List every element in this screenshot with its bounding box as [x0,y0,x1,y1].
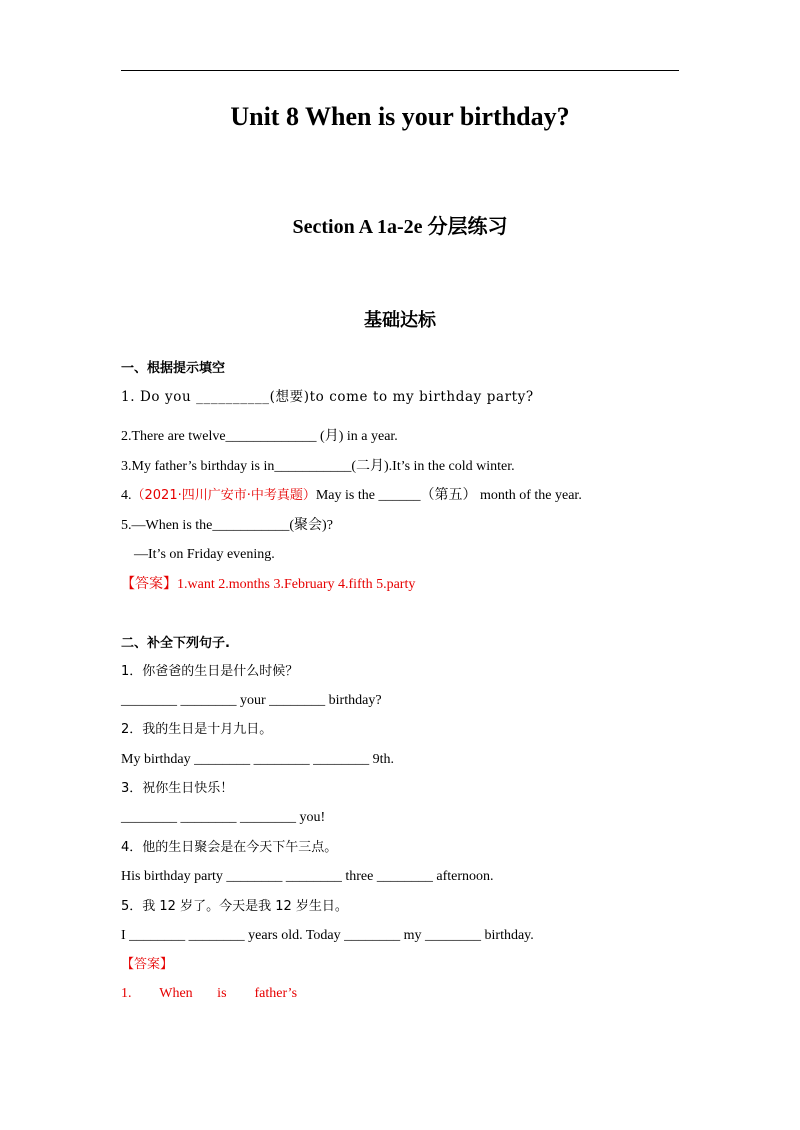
item-4-prompt: 4．他的生日聚会是在今天下午三点。 [121,840,338,855]
question-4-source: （2021·四川广安市·中考真题） [131,488,316,503]
part2-heading: 二、补全下列句子. [121,636,230,651]
question-4-number: 4. [121,488,132,503]
item-1-blank: ________ ________ your ________ birthday? [121,693,382,708]
header-rule [121,70,679,71]
part1-heading: 一、根据提示填空 [121,361,226,376]
question-2: 2.There are twelve_____________ (月) in a year. [121,429,398,444]
item-4-blank: His birthday party ________ ________ three ________ afternoon. [121,869,494,884]
item-5-blank: I ________ ________ years old. Today ________ my ________ birthday. [121,928,534,943]
part2-answer-label: 【答案】 [121,957,174,972]
question-4 [121,486,582,506]
section-subtitle: Section A 1a-2e 分层练习 [292,216,508,238]
question-4-text: May is the ______（第五） month of the year. [315,488,582,503]
question-3: 3.My father’s birthday is in___________(二月).It’s in the cold winter. [121,459,515,474]
item-1-prompt: 1．你爸爸的生日是什么时候？ [121,664,299,679]
level-heading: 基础达标 [364,310,436,331]
item-5-prompt: 5．我 12 岁了。今天是我 12 岁生日。 [121,899,348,914]
part2-answer-1: 1. When is father’s [121,986,298,1001]
item-2-blank: My birthday ________ ________ ________ 9th. [121,752,394,767]
question-5-reply: —It’s on Friday evening. [134,547,275,562]
item-2-prompt: 2．我的生日是十月九日。 [121,722,273,737]
question-1: 1. Do you __________(想要)to come to my birthday party? [121,389,534,405]
question-5: 5.—When is the___________(聚会)? [121,518,333,533]
part1-answer: 【答案】1.want 2.months 3.February 4.fifth 5.party [121,577,416,592]
page-title: Unit 8 When is your birthday? [230,102,570,131]
item-3-prompt: 3．祝你生日快乐！ [121,781,234,796]
item-3-blank: ________ ________ ________ you! [121,810,326,825]
